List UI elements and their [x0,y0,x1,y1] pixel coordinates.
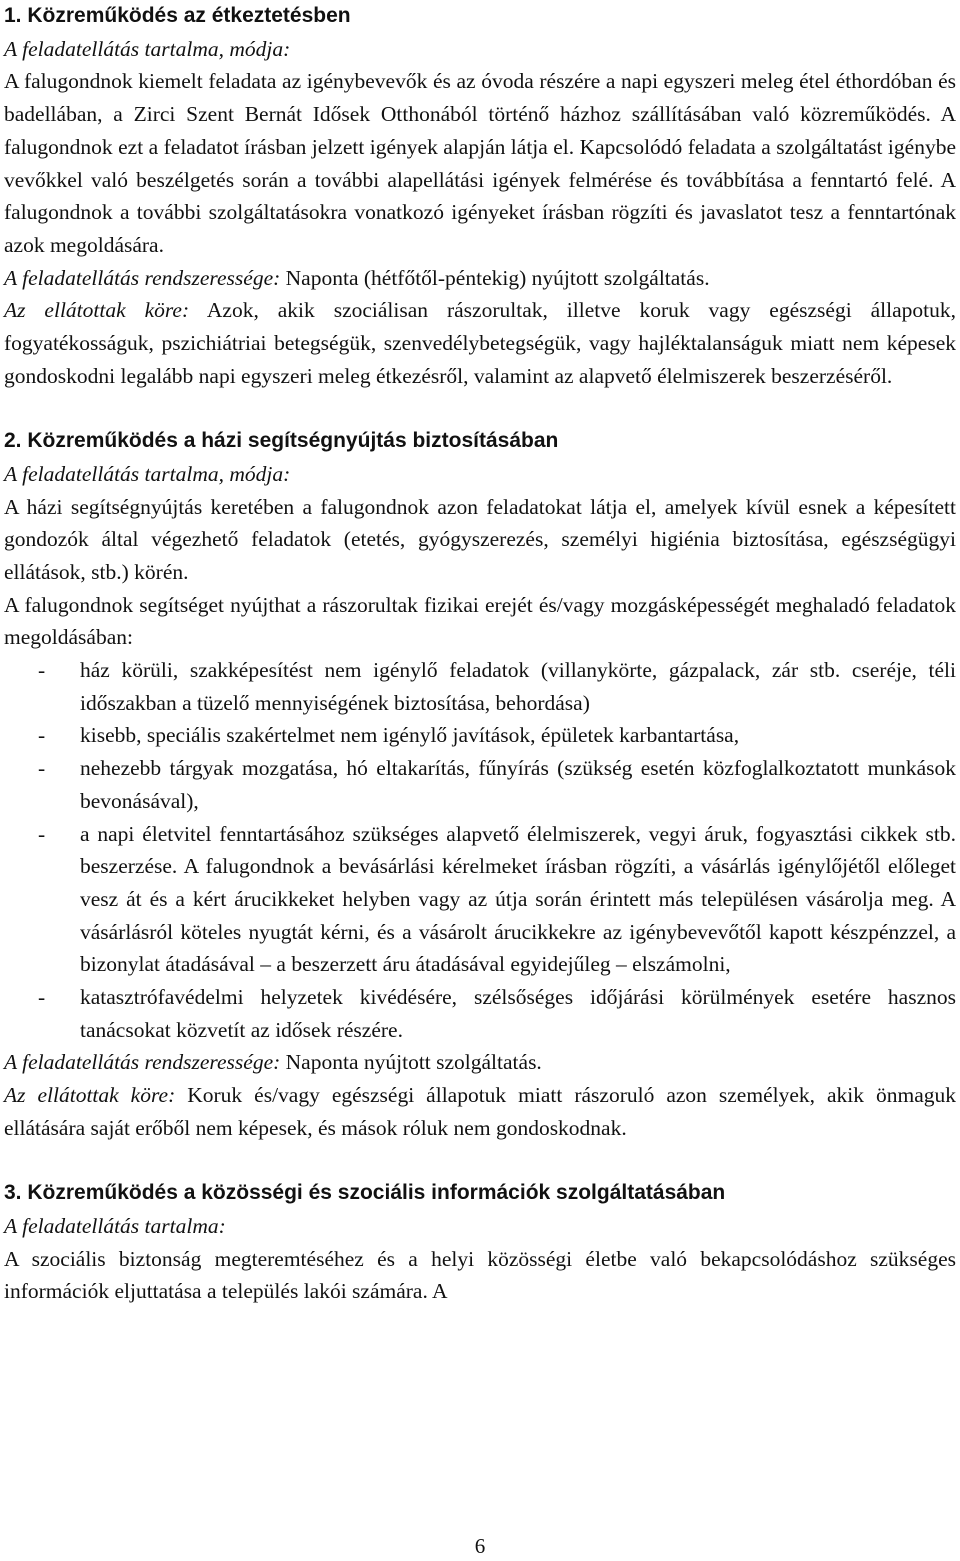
section-2-scope [4,1079,956,1144]
section-3-content-label: A feladatellátás tartalma: [4,1213,226,1238]
list-item-text: katasztrófavédelmi helyzetek kivédésére, szélsőséges időjárási körülmények esetére hasznos tanácsokat közvetít az idősek részére. [80,985,956,1042]
list-item-text: a napi életvitel fenntartásához szükséges alapvető élelmiszerek, vegyi áruk, fogyasztási cikkek stb. beszerzése. A falugondnok a bevásárlási kérelmeket írásban rögzíti, a vásárlás igénylőjétől előleget vesz át és a kért árucikkeket helyben vagy az útja során érintett más településen vásárolja meg. A vásárlásról köteles nyugtát kérni, és a vásárolt árucikkekre az igénybevevőtől kapott készpénzzel, a bizonylat átadásával – a beszerzett áru átadásával egyidejűleg – elszámolni, [80,821,956,977]
dash-bullet: - [38,756,46,781]
list-item-text: nehezebb tárgyak mozgatása, hó eltakarítás, fűnyírás (szükség esetén közfoglalkoztatott munkások bevonásával), [80,756,956,813]
list-item-text: kisebb, speciális szakértelmet nem igénylő javítások, épületek karbantartása, [80,723,740,748]
section-1-regularity-label: A feladatellátás rendszeressége: [4,265,281,290]
list-item-text: ház körüli, szakképesítést nem igénylő feladatok (villanykörte, gázpalack, zár stb. cseréje, téli időszakban a tüzelő mennyiségének biztosítása, behordása) [80,658,956,715]
section-2-regularity [4,1046,956,1079]
section-2-scope-text: Koruk és/vagy egészségi állapotuk miatt rászoruló azon személyek, akik önmaguk ellátására saját erőből nem képesek, és mások róluk nem gondoskodnak. [4,1083,956,1140]
section-2-regularity-label: A feladatellátás rendszeressége: [4,1050,281,1075]
dash-bullet: - [38,658,46,683]
list-item [4,654,956,719]
list-item [4,818,956,982]
dash-bullet: - [38,723,46,748]
page-number: 6 [474,1534,486,1558]
section-2-heading: 2. Közreműködés a házi segítségnyújtás biztosításában [4,429,559,453]
section-2-task-list [4,654,956,1046]
section-1-content-text: A falugondnok kiemelt feladata az igénybevevők és az óvoda részére a napi egyszeri meleg étel éthordóban és badellában, a Zirci Szent Bernát Idősek Otthonából történő házhoz szállításában való közreműködés. A falugondnok ezt a feladatot írásban jelzett igények alapján látja el. Kapcsolódó feladata a szolgáltatást igénybe vevőkkel való beszélgetés során a további alapellátási igények felmérése és továbbítása a fenntartó felé. A falugondnok a további szolgáltatásokra vonatkozó igényeket írásban rögzíti és javaslatot tesz a fenntartónak azok megoldására. [4,69,956,257]
document-page [4,0,956,1308]
section-1-scope-label: Az ellátottak köre: [4,298,190,323]
section-1-regularity [4,262,956,295]
section-2-regularity-text: Naponta nyújtott szolgáltatás. [280,1050,542,1075]
section-3-content-text: A szociális biztonság megteremtéséhez és a helyi közösségi életbe való bekapcsolódáshoz szükséges információk eljuttatása a település lakói számára. A [4,1246,956,1304]
list-item [4,981,956,1046]
section-2-scope-label: Az ellátottak köre: [4,1083,176,1108]
section-1-regularity-text: Naponta (hétfőtől-péntekig) nyújtott szolgáltatás. [280,265,710,290]
dash-bullet: - [38,985,46,1010]
section-3-heading: 3. Közreműködés a közösségi és szociális információk szolgáltatásában [4,1181,726,1205]
dash-bullet: - [38,821,46,846]
list-item [4,719,956,752]
list-item [4,752,956,817]
section-1-content-label: A feladatellátás tartalma, módja: [4,36,291,61]
section-2-paragraph-1: A házi segítségnyújtás keretében a falugondnok azon feladatokat látja el, amelyek kívül esnek a képesített gondozók által végezhető feladatok (etetés, gyógyszerezés, személyi higiénia biztosítása, egészségügyi ellátások, stb.) körén. [4,494,956,584]
section-1-scope [4,294,956,392]
section-2-paragraph-2: A falugondnok segítséget nyújthat a rászorultak fizikai erejét és/vagy mozgásképességét meghaladó feladatok megoldásában: [4,592,956,650]
section-1-scope-text: Azok, akik szociálisan rászorultak, illetve koruk vagy egészségi állapotuk, fogyatékosságuk, pszichiátriai betegségük, szenvedélybetegségük, vagy hajléktalanságuk miatt nem képesek gondoskodni legalább napi egyszeri meleg étkezésről, valamint az alapvető élelmiszerek beszerzéséről. [4,298,956,388]
section-1-heading: 1. Közreműködés az étkeztetésben [4,4,351,27]
section-2-content-label: A feladatellátás tartalma, módja: [4,461,291,486]
